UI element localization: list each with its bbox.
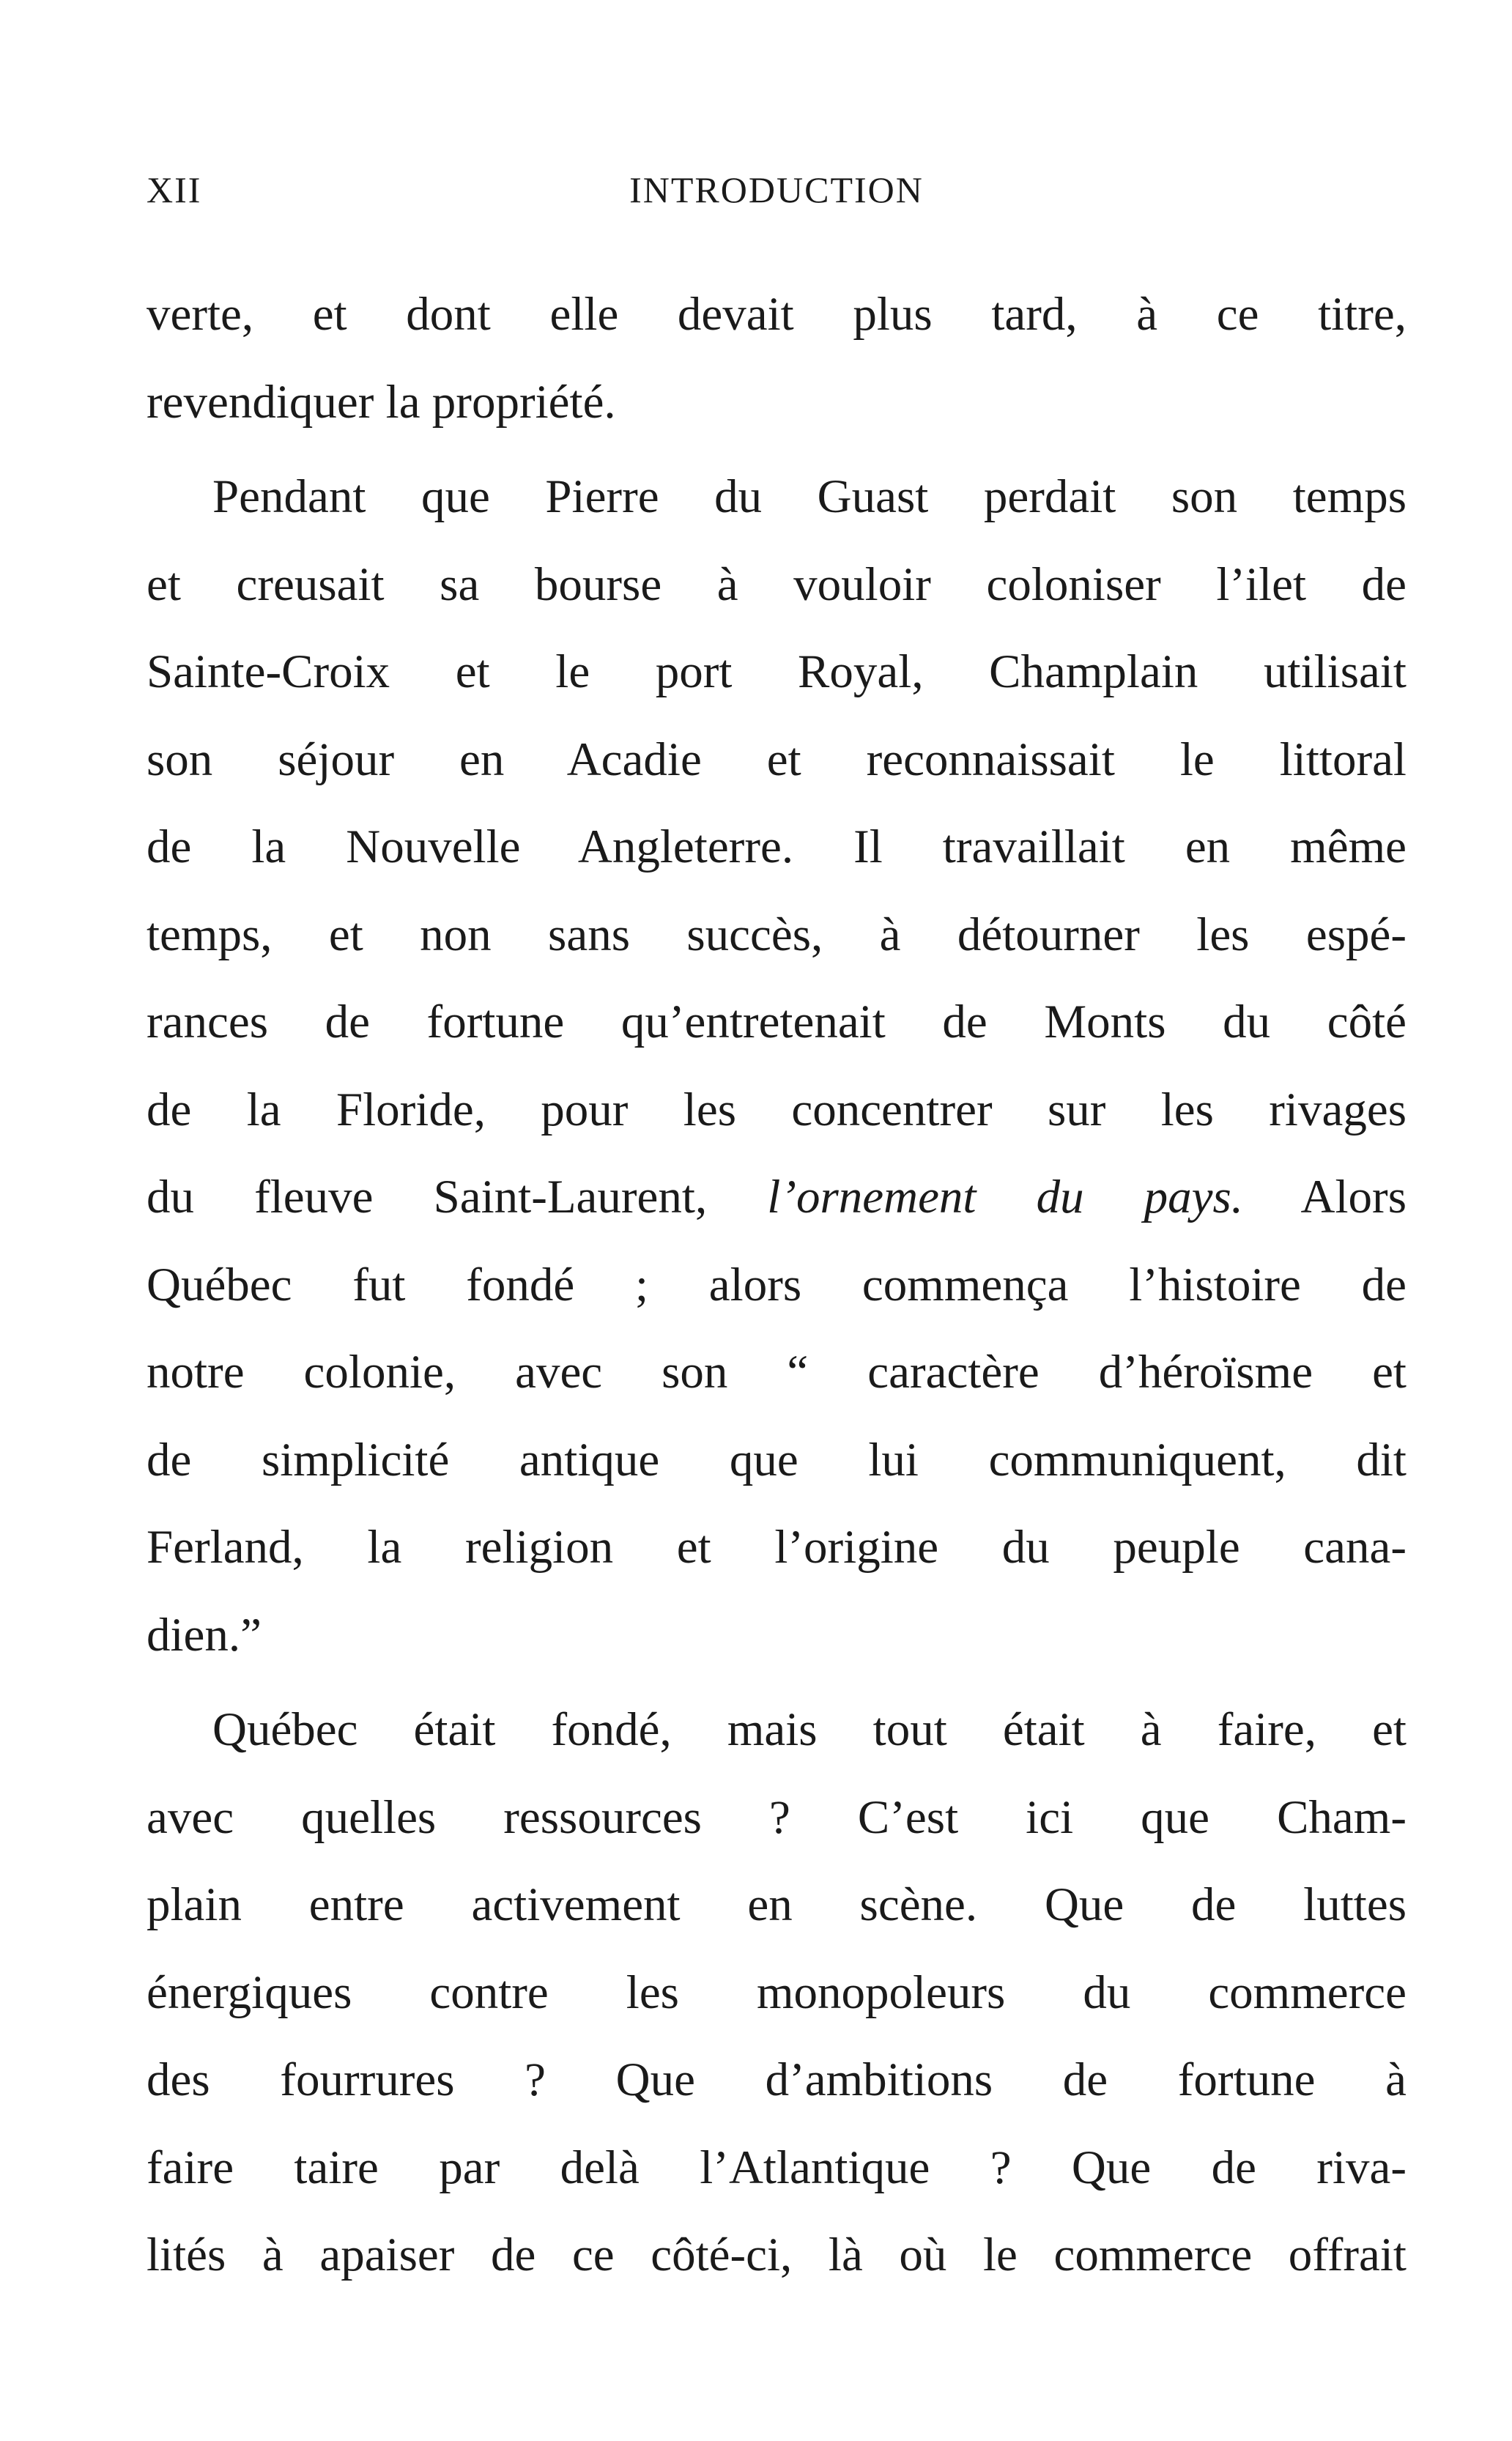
text-line: de la Nouvelle Angleterre. Il travaillait en même bbox=[147, 821, 1407, 873]
text-segment: du fleuve Saint-Laurent, bbox=[147, 1171, 768, 1223]
text-line: plain entre activement en scène. Que de luttes bbox=[147, 1878, 1407, 1931]
text-line: Québec fut fondé ; alors commença l’histoire de bbox=[147, 1258, 1407, 1311]
text-line: temps, et non sans succès, à détourner les espé- bbox=[147, 908, 1407, 961]
text-line-with-italic bbox=[147, 1154, 1407, 1242]
text-line: faire taire par delà l’Atlantique ? Que de riva- bbox=[147, 2141, 1407, 2194]
running-title: INTRODUCTION bbox=[629, 169, 924, 210]
page-number: XII bbox=[147, 169, 202, 210]
text-line: notre colonie, avec son “ caractère d’héroïsme et bbox=[147, 1346, 1407, 1399]
text-line: rances de fortune qu’entretenait de Monts du côté bbox=[147, 996, 1407, 1048]
text-line: énergiques contre les monopoleurs du commerce bbox=[147, 1966, 1407, 2019]
text-line: dien.” bbox=[147, 1608, 262, 1662]
text-line: Sainte-Croix et le port Royal, Champlain utilisait bbox=[147, 645, 1407, 698]
running-head bbox=[147, 168, 1407, 220]
body-text bbox=[147, 271, 1407, 2300]
text-line: son séjour en Acadie et reconnaissait le littoral bbox=[147, 733, 1407, 786]
italic-quote: l’ornement du pays. bbox=[767, 1171, 1244, 1223]
text-line: des fourrures ? Que d’ambitions de fortune à bbox=[147, 2053, 1407, 2106]
text-line: Ferland, la religion et l’origine du peuple cana- bbox=[147, 1521, 1407, 1574]
text-line: de la Floride, pour les concentrer sur les rivages bbox=[147, 1083, 1407, 1136]
text-line: revendiquer la propriété. bbox=[147, 375, 616, 429]
text-line: verte, et dont elle devait plus tard, à ce titre, bbox=[147, 288, 1407, 341]
text-line: Pendant que Pierre du Guast perdait son temps bbox=[212, 470, 1407, 523]
text-segment: Alors bbox=[1243, 1171, 1407, 1223]
text-line: lités à apaiser de ce côté-ci, là où le commerce offrait bbox=[147, 2229, 1407, 2281]
text-line: avec quelles ressources ? C’est ici que Cham- bbox=[147, 1790, 1407, 1844]
text-line: et creusait sa bourse à vouloir coloniser l’ilet de bbox=[147, 558, 1407, 611]
text-line: Québec était fondé, mais tout était à faire, et bbox=[212, 1703, 1407, 1756]
text-line: de simplicité antique que lui communiquent, dit bbox=[147, 1433, 1407, 1486]
